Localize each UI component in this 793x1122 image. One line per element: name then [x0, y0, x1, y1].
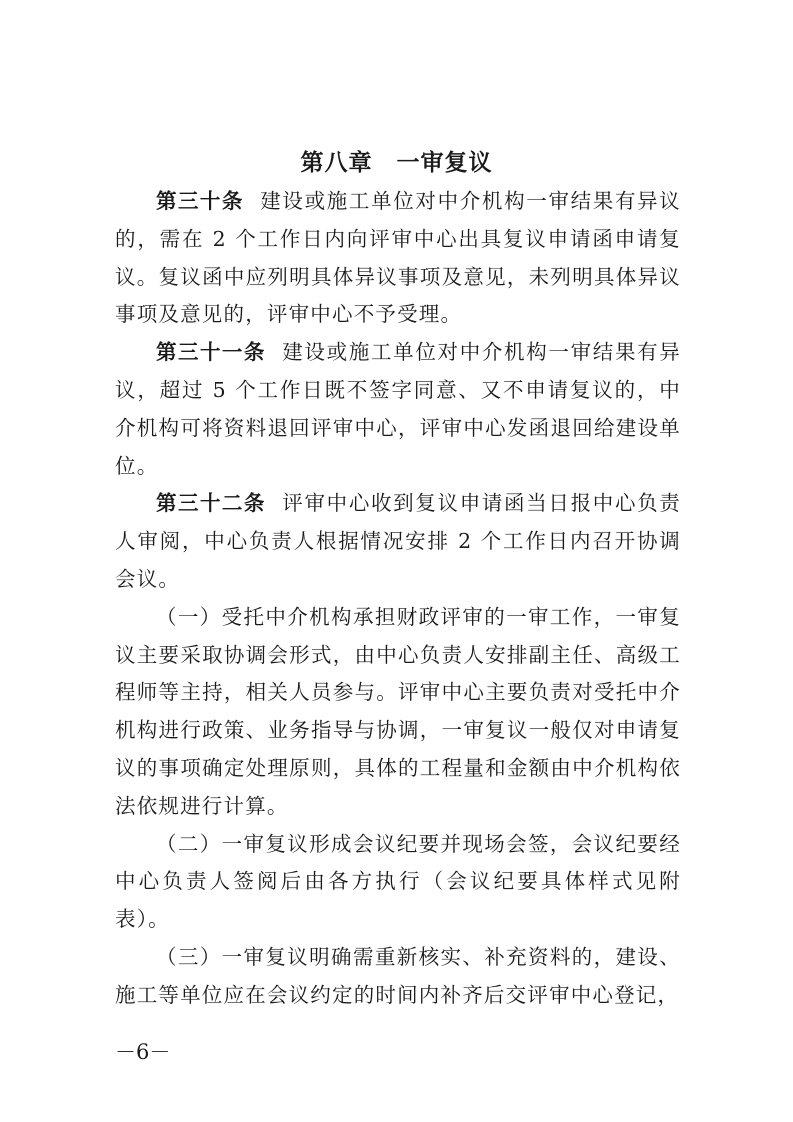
- paragraph-article-32: [115, 485, 681, 598]
- paragraph-text: （三）一审复议明确需重新核实、补充资料的，建设、施工等单位应在会议约定的时间内补齐后交评审中心登记，: [115, 944, 681, 1007]
- paragraph-item-1: [115, 599, 681, 826]
- article-heading: 第三十一条: [156, 340, 266, 365]
- paragraph-text: 建设或施工单位对中介机构一审结果有异议，超过 5 个工作日既不签字同意、又不申请复议的，中介机构可将资料退回评审中心，评审中心发函退回给建设单位。: [115, 340, 681, 478]
- document-body: [115, 183, 681, 1015]
- paragraph-text: 评审中心收到复议申请函当日报中心负责人审阅，中心负责人根据情况安排 2 个工作日内召开协调会议。: [115, 491, 681, 591]
- paragraph-article-31: [115, 334, 681, 485]
- article-heading: 第三十二条: [156, 491, 266, 516]
- article-heading: 第三十条: [156, 189, 244, 213]
- paragraph-text: （一）受托中介机构承担财政评审的一审工作，一审复议主要采取协调会形式，由中心负责人安排副主任、高级工程师等主持，相关人员参与。评审中心主要负责对受托中介机构进行政策、业务指导与协调，一审复议一般仅对申请复议的事项确定处理原则，具体的工程量和金额由中介机构依法依规进行计算。: [115, 604, 681, 818]
- paragraph-item-3: [115, 939, 681, 1015]
- paragraph-text: 建设或施工单位对中介机构一审结果有异议的，需在 2 个工作日内向评审中心出具复议申请函申请复议。复议函中应列明具体异议事项及意见，未列明具体异议事项及意见的，评审中心不予受理。: [115, 189, 681, 327]
- paragraph-text: （二）一审复议形成会议纪要并现场会签，会议纪要经中心负责人签阅后由各方执行（会议纪要具体样式见附表）。: [115, 831, 681, 932]
- paragraph-article-30: [115, 183, 681, 334]
- paragraph-item-2: [115, 826, 681, 939]
- page-number: －6－: [115, 1040, 171, 1064]
- chapter-title: 第八章 一审复议: [300, 149, 493, 176]
